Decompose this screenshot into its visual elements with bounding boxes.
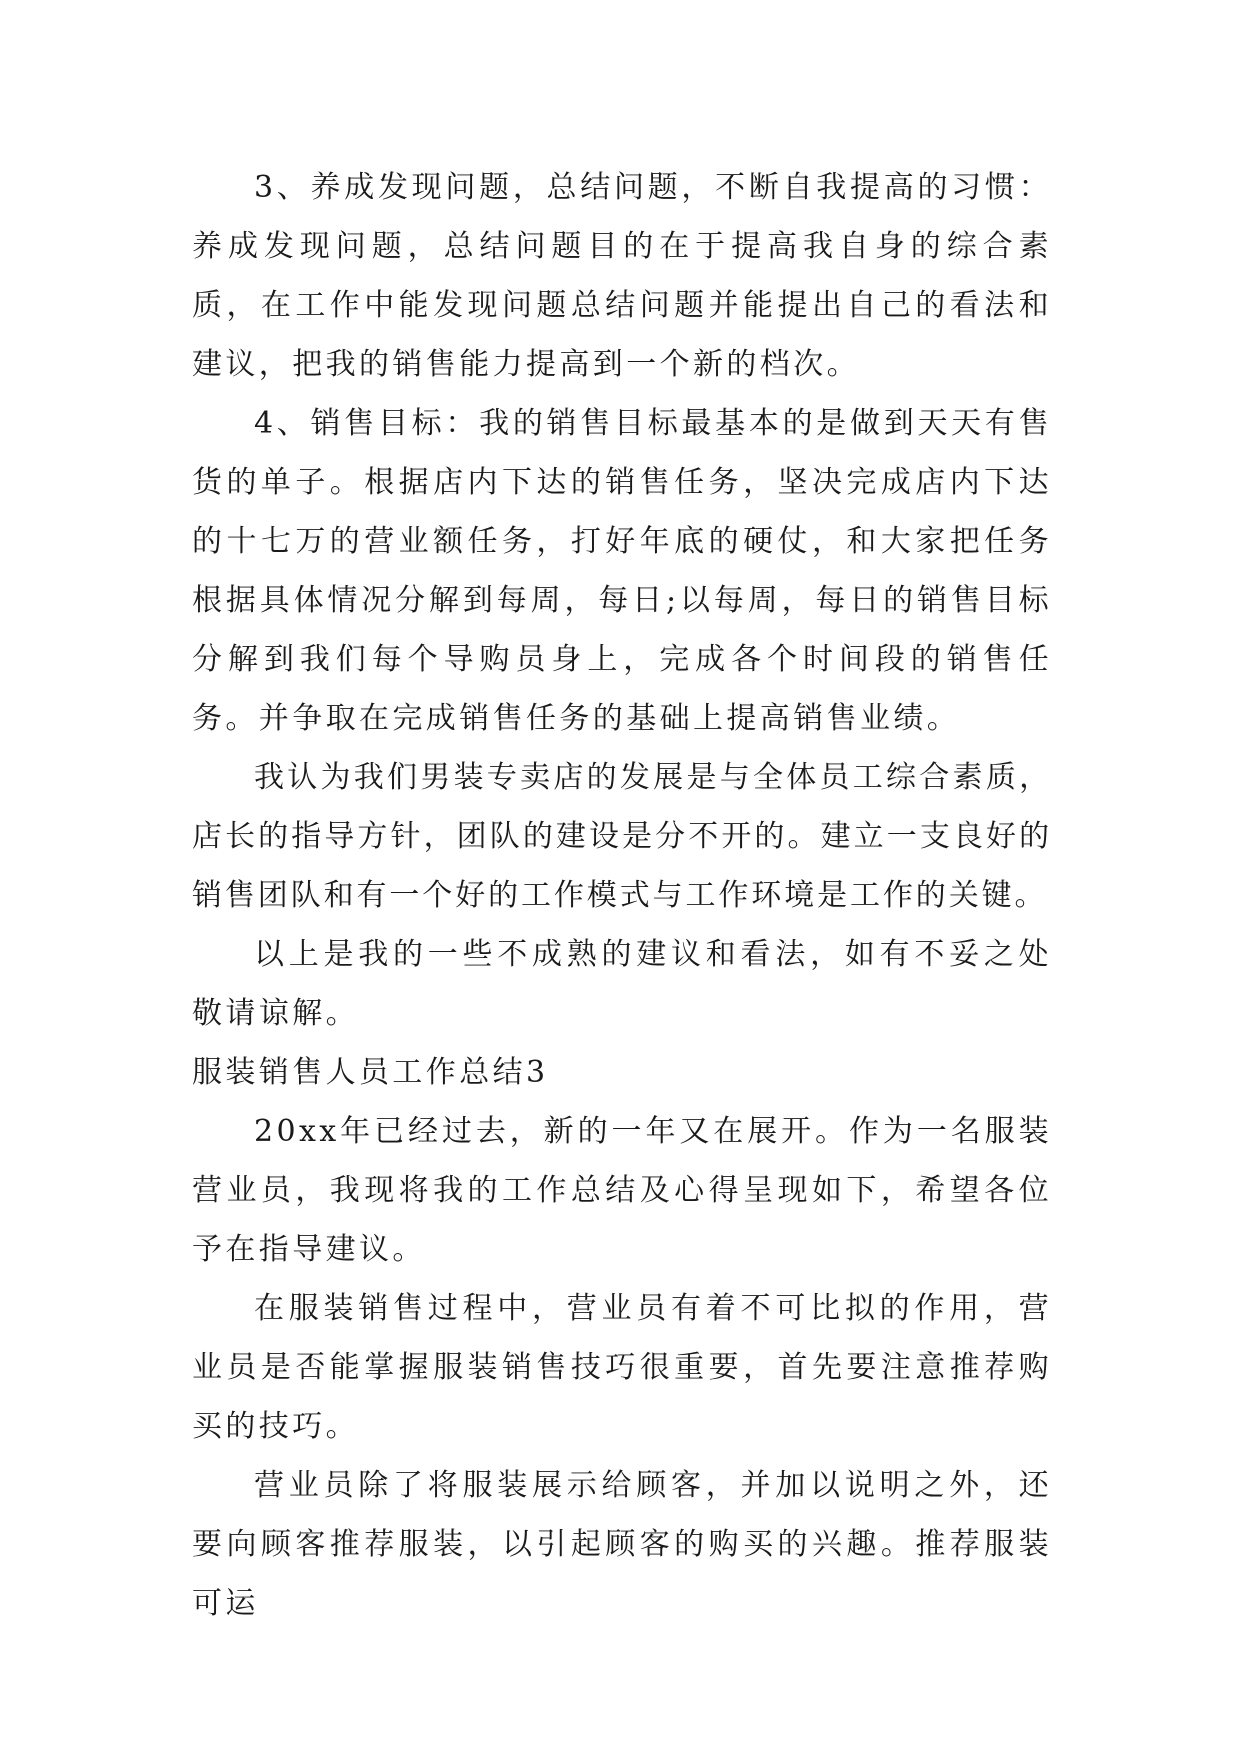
- paragraph-store-development: 我认为我们男装专卖店的发展是与全体员工综合素质，店长的指导方针，团队的建设是分不开的。建立一支良好的销售团队和有一个好的工作模式与工作环境是工作的关键。: [192, 760, 1052, 913]
- paragraph-recommendation: 营业员除了将服装展示给顾客，并加以说明之外，还要向顾客推荐服装，以引起顾客的购买的兴趣。推荐服装可运: [192, 1468, 1052, 1621]
- paragraph-habit: 3、养成发现问题，总结问题，不断自我提高的习惯：养成发现问题，总结问题目的在于提高我自身的综合素质，在工作中能发现问题总结问题并能提出自己的看法和建议，把我的销售能力提高到一个新的档次。: [192, 170, 1052, 382]
- paragraph-closing-remark: 以上是我的一些不成熟的建议和看法，如有不妥之处敬请谅解。: [192, 937, 1052, 1031]
- paragraph-intro: 20xx年已经过去，新的一年又在展开。作为一名服装营业员，我现将我的工作总结及心得呈现如下，希望各位予在指导建议。: [192, 1114, 1052, 1267]
- section-title: 服装销售人员工作总结3: [192, 1055, 549, 1090]
- document-body: [192, 158, 1052, 1633]
- paragraph-sales-process: 在服装销售过程中，营业员有着不可比拟的作用，营业员是否能掌握服装销售技巧很重要，首先要注意推荐购买的技巧。: [192, 1291, 1052, 1444]
- paragraph-sales-target: 4、销售目标：我的销售目标最基本的是做到天天有售货的单子。根据店内下达的销售任务，坚决完成店内下达的十七万的营业额任务，打好年底的硬仗，和大家把任务根据具体情况分解到每周，每日;以每周，每日的销售目标分解到我们每个导购员身上，完成各个时间段的销售任务。并争取在完成销售任务的基础上提高销售业绩。: [192, 406, 1052, 736]
